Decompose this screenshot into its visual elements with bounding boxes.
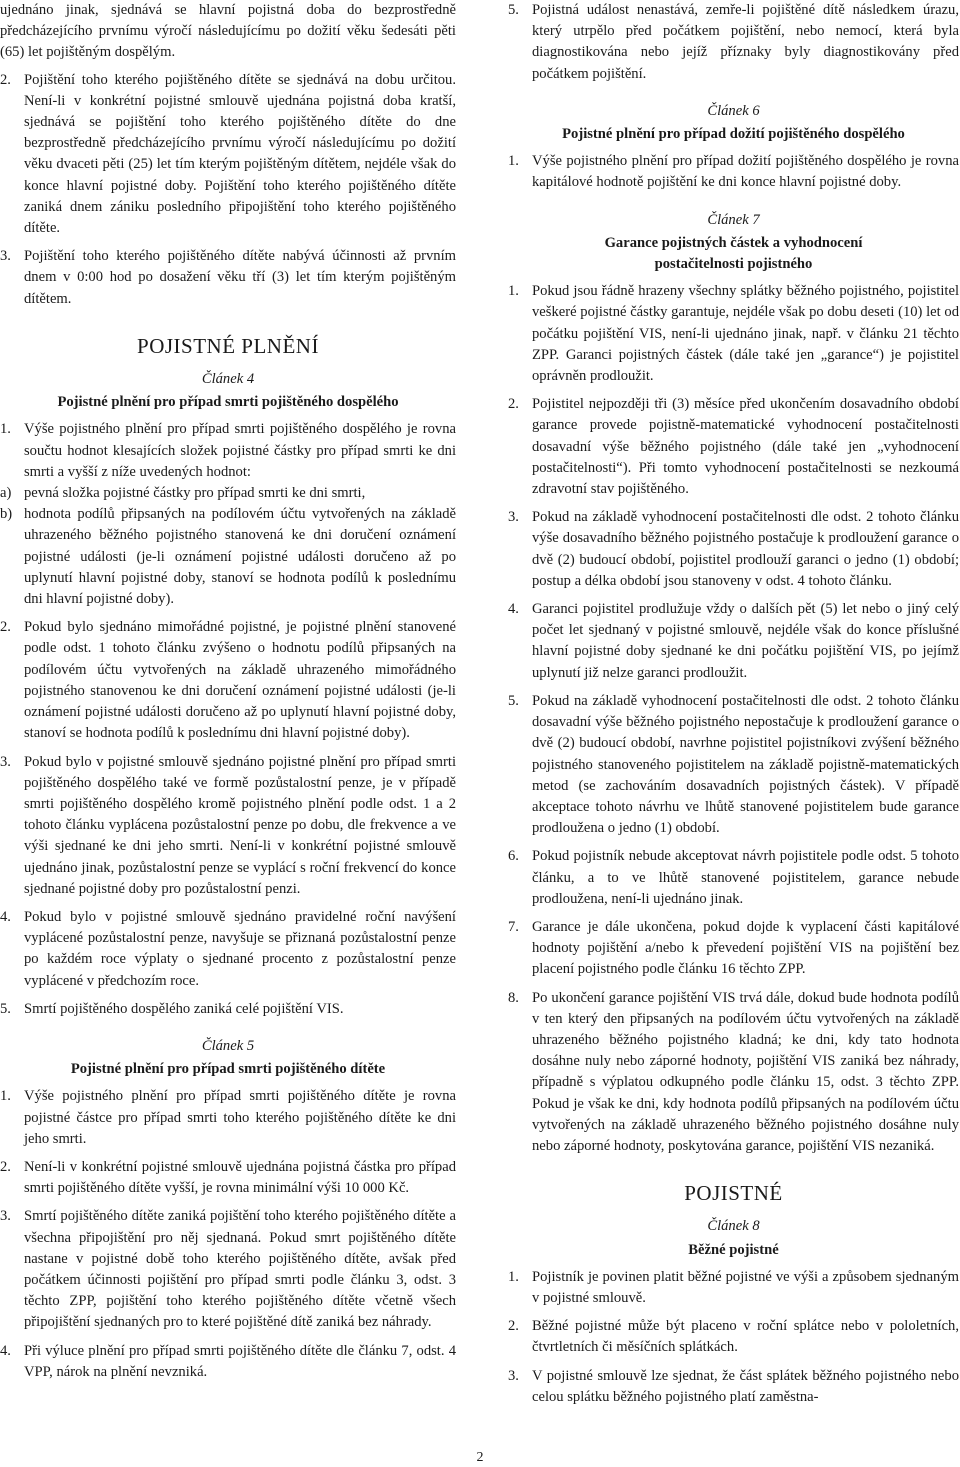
list-item <box>0 419 456 610</box>
right-column <box>508 0 959 1415</box>
item-text: Pokud bylo sjednáno mimořádné pojistné, je pojistné plnění stanovené podle odst. 1 tohoto článku zvýšeno o hodnotu podílů připsaných na podílovém účtu vytvořených na základě uhrazeného mimořádného pojistného stanovenou ke dni doručení oznámení pojistné události (je-li oznámení pojistné události doručeno až po uplynutí hlavní pojistné doby, stanoví se hodnota podílů k poslednímu dni hlavní pojistné doby). <box>24 619 456 742</box>
item-text: Smrtí pojištěného dospělého zaniká celé pojištění VIS. <box>24 1000 344 1017</box>
article-number: Článek 5 <box>201 1037 255 1054</box>
item-number: 3. <box>0 1208 11 1225</box>
item-number: 2. <box>0 619 11 636</box>
list-item <box>508 846 959 910</box>
list-item <box>508 0 959 85</box>
left-column <box>0 0 456 1390</box>
list-item <box>0 1206 456 1333</box>
item-text: Pojistník je povinen platit běžné pojistné ve výši a způsobem sjednaným v pojistné smlouvě. <box>532 1268 959 1306</box>
article-title: Pojistné plnění pro případ smrti pojištěného dítěte <box>70 1061 386 1078</box>
item-text: Pojištění toho kterého pojištěného dítěte nabývá účinnosti až prvním dnem v 0:00 hod po dosažení věku tří (3) let tím kterým pojištěným dítětem. <box>24 248 456 307</box>
article-title: Pojistné plnění pro případ smrti pojištěného dospělého <box>57 394 399 411</box>
list-item <box>508 988 959 1158</box>
paragraph: ujednáno jinak, sjednává se hlavní pojistná doba do bezprostředně předcházejícího prvnímu výročí následujícímu po dožití věku šedesáti pěti (65) let pojištěným dospělým. <box>0 2 456 61</box>
list-item <box>0 70 456 240</box>
list-item <box>508 917 959 981</box>
item-text: Pojištění toho kterého pojištěného dítěte se sjednává na dobu určitou. Není-li v konkrétní pojistné smlouvě ujednána pojistná doba kratší, sjednává se pojištění toho kterého pojištěného dítěte do dne bezprostředně předcházejícího prvnímu výročí následujícímu po dožití věku dvaceti pěti (25) let tím kterým pojištěným dítětem, nejdéle však do konce hlavní pojistné doby. Pojištění toho kterého pojištěného dítěte zaniká dnem zániku posledního připojištění toho kterého pojištěného dítěte. <box>24 71 456 237</box>
sub-item-label: a) <box>0 485 12 502</box>
item-text: Garance je dále ukončena, pokud dojde k vyplacení části kapitálové hodnoty pojištění a/nebo k převedení pojištění VIS na pojištění bez placení pojistného podle článku 16 těchto ZPP. <box>532 918 959 978</box>
item-number: 3. <box>0 753 11 770</box>
list-item <box>0 617 456 744</box>
list-item <box>0 246 456 310</box>
item-text: Pokud jsou řádně hrazeny všechny splátky běžného pojistného, pojistitel veškeré pojistné částky garantuje, nejdéle však po dobu deseti (10) let od počátku pojištění VIS, není-li ujednáno jinak, např. v článku 21 těchto ZPP. Garanci pojistných částek (dále také jen „garance“) je pojistitel oprávněn prodloužit. <box>532 283 959 385</box>
item-number: 1. <box>508 1268 519 1285</box>
article-title: Běžné pojistné <box>688 1241 779 1258</box>
list-item <box>508 281 959 387</box>
item-number: 5. <box>508 692 519 709</box>
item-text: Garanci pojistitel prodlužuje vždy o dalších pět (5) let nebo o jiný celý počet let sjednaný v pojistné smlouvě, nejdéle však do konce příslušné hlavní pojistné doby sjednané ke dni počátku pojištění VIS, po jejímž uplynutí již nelze garanci prodloužit. <box>532 601 959 681</box>
item-text: V pojistné smlouvě lze sjednat, že část splátek běžného pojistného nebo celou splátku běžného pojistného platí zaměstna- <box>532 1367 959 1405</box>
list-item <box>508 394 959 500</box>
item-text: Běžné pojistné může být placeno v roční splátce nebo v pololetních, čtvrtletních či měsíčních splátkách. <box>532 1318 959 1356</box>
sub-item <box>0 483 456 504</box>
item-text: Pojistná událost nenastává, zemře-li pojištěné dítě následkem úrazu, který utrpělo před počátkem pojištění, nebo nemocí, která byla diagnostikována nebo jejíž příznaky byly diagnostikovány před počátkem pojištění. <box>532 2 959 82</box>
item-text: Pokud bylo v pojistné smlouvě sjednáno pravidelné roční navýšení vyplácené pozůstalostní penze, navyšuje se přiznaná pozůstalostní penze po každém roce výplaty o sjednané procento z pozůstalostní penze vyplácené v předchozím roce. <box>24 908 456 989</box>
item-number: 8. <box>508 989 519 1006</box>
item-number: 6. <box>508 848 519 865</box>
list-item <box>0 907 456 992</box>
article-title-line2: postačitelnosti pojistného <box>654 256 813 273</box>
item-number: 1. <box>0 421 11 438</box>
item-text: Pokud na základě vyhodnocení postačitelnosti dle odst. 2 tohoto článku dosavadní výše běžného pojistného nepostačuje k prodloužení garance o dvě (2) budoucí období, navrhne pojistitel pojistníkovi zvýšení běžného pojistného stanoveného pojistitelem na základě pojistně-matematických metod (se zachováním dosavadních pojistných částek). V případě akceptace tohoto návrhu ve lhůtě stanovené pojistitelem bude garance prodloužena o jedno (1) období. <box>532 692 959 837</box>
item-text: Výše pojistného plnění pro případ smrti pojištěného dítěte je rovna pojistné částce pro případ smrti toho kterého pojištěného dítěte ke dni jeho smrti. <box>24 1088 456 1147</box>
list-item <box>508 599 959 684</box>
list-item <box>0 1157 456 1199</box>
list-item <box>508 1267 959 1309</box>
item-text: Pokud na základě vyhodnocení postačitelnosti dle odst. 2 tohoto článku výše dosavadního běžného pojistného postačuje k prodloužení garance o dvě (2) budoucí období, pojistitel prodlouží garanci o jedno (1) období; postup a délka období jsou stanoveny v odst. 4 tohoto článku. <box>532 509 959 589</box>
item-text: Smrtí pojištěného dítěte zaniká pojištění toho kterého pojištěného dítěte a všechna připojištění pro něj sjednaná. Pokud smrt pojištěného dítěte nastane v pojistné době toho kterého pojištěného dítěte, avšak před počátkem účinnosti pojištění pro případ smrti podle článku 3, odst. 3 těchto ZPP, pojištění toho kterého pojištěného dítěte včetně všech připojištění sjednaných pro to které pojištěné dítě zaniká bez náhrady. <box>24 1208 456 1331</box>
item-number: 2. <box>0 1158 11 1175</box>
sub-item-text: hodnota podílů připsaných na podílovém účtu vytvořených na základě uhrazeného běžného pojistného stanovená ke dni doručení oznámení pojistné události (je-li oznámení pojistné události doručeno až po uplynutí hlavní pojistné doby, stanoví se hodnota podílů k poslednímu dni hlavní pojistné doby). <box>24 506 456 608</box>
item-number: 1. <box>508 283 519 300</box>
item-number: 3. <box>508 1367 519 1384</box>
item-number: 1. <box>0 1088 11 1105</box>
item-number: 5. <box>508 2 519 18</box>
item-number: 2. <box>508 396 519 413</box>
item-text: Výše pojistného plnění pro případ smrti pojištěného dospělého je rovna součtu hodnot klesajících složek pojistné částky pro případ smrti ke dni smrti a vyšší z níže uvedených hodnot: <box>24 421 456 480</box>
item-number: 4. <box>0 908 11 925</box>
article-number: Článek 4 <box>201 371 255 388</box>
item-number: 3. <box>508 509 519 526</box>
item-text: Výše pojistného plnění pro případ dožití pojištěného dospělého je rovna kapitálové hodnotě pojištění ke dni konce hlavní pojistné doby. <box>532 153 959 191</box>
item-text: Pojistitel nejpozději tři (3) měsíce před ukončením dosavadního období garance provede pojistně-matematické vyhodnocení postačitelnosti dosavadní výše běžného pojistného (dále také jen „vyhodnocení postačitelnosti“). Při tomto vyhodnocení postačitelnosti se nezkoumá zdravotní stav pojištěného. <box>532 396 959 498</box>
list-item <box>0 1086 456 1150</box>
article-number: Článek 8 <box>707 1218 760 1235</box>
item-number: 2. <box>508 1318 519 1335</box>
section-title: POJISTNÉ <box>684 1181 783 1206</box>
article-title: Pojistné plnění pro případ dožití pojištěného dospělého <box>562 126 905 143</box>
sub-item <box>0 504 456 610</box>
item-number: 5. <box>0 1000 11 1017</box>
article-title: Garance pojistných částek a vyhodnocení <box>604 234 863 251</box>
list-item <box>0 999 456 1020</box>
item-text: Pokud pojistník nebude akceptovat návrh pojistitele podle odst. 5 tohoto článku, a to ve lhůtě stanovené pojistitelem, garance nebude prodloužena, není-li ujednáno jinak. <box>532 848 959 907</box>
list-item <box>508 691 959 839</box>
section-title: POJISTNÉ PLNĚNÍ <box>137 333 319 358</box>
sub-item-text: pevná složka pojistné částky pro případ smrti ke dni smrti, <box>24 485 366 502</box>
item-number: 4. <box>508 601 519 618</box>
item-text: Pokud bylo v pojistné smlouvě sjednáno pojistné plnění pro případ smrti pojištěného dospělého také ve formě pozůstalostní penze, je v případě smrti pojištěného dospělého kromě pojistného plnění podle odst. 1 a 2 tohoto článku vyplácena pozůstalostní penze po dobu, dle frekvence a ve výši sjednané ke dni jeho smrti. Není-li v konkrétní pojistné smlouvě ujednáno jinak, pozůstalostní penze se vyplácí s roční frekvencí do konce sjednané pojistné doby pro pozůstalostní penzi. <box>24 753 456 897</box>
list-item <box>0 752 456 900</box>
item-text: Není-li v konkrétní pojistné smlouvě ujednána pojistná částka pro případ smrti pojištěného dítěte vyšší, je rovna minimální výši 10 000 Kč. <box>24 1158 456 1197</box>
item-number: 3. <box>0 248 11 265</box>
item-number: 7. <box>508 918 519 935</box>
list-item <box>508 1366 959 1408</box>
page-number: 2 <box>476 1450 484 1465</box>
item-text: Po ukončení garance pojištění VIS trvá dále, dokud bude hodnota podílů v ten který den připsaných na podílovém účtu vytvořených na základě uhrazeného běžného pojistného kladná; ke dni, kdy tato hodnota dosáhne nuly nebo záporné hodnoty, pojištění VIS zaniká bez náhrady, případně s výplatou odkupného podle článku 15, odst. 3 těchto ZPP. Pokud je však ke dni, kdy hodnota podílů připsaných na podílovém účtu vytvořených na základě uhrazeného běžného pojistného dosáhne nuly nebo záporné hodnoty, poskytována garance, pojištění VIS nezaniká. <box>532 989 959 1154</box>
list-item <box>0 1341 456 1383</box>
list-item <box>508 151 959 193</box>
item-text: Při výluce plnění pro případ smrti pojištěného dítěte dle článku 7, odst. 4 VPP, nárok na plnění nevzniká. <box>24 1342 456 1380</box>
item-number: 2. <box>0 71 11 88</box>
item-number: 1. <box>508 153 519 170</box>
sub-item-label: b) <box>0 506 13 523</box>
article-number: Článek 6 <box>707 102 760 119</box>
item-number: 4. <box>0 1342 11 1359</box>
article-number: Článek 7 <box>707 211 760 228</box>
list-item <box>508 1316 959 1358</box>
list-item <box>508 507 959 592</box>
